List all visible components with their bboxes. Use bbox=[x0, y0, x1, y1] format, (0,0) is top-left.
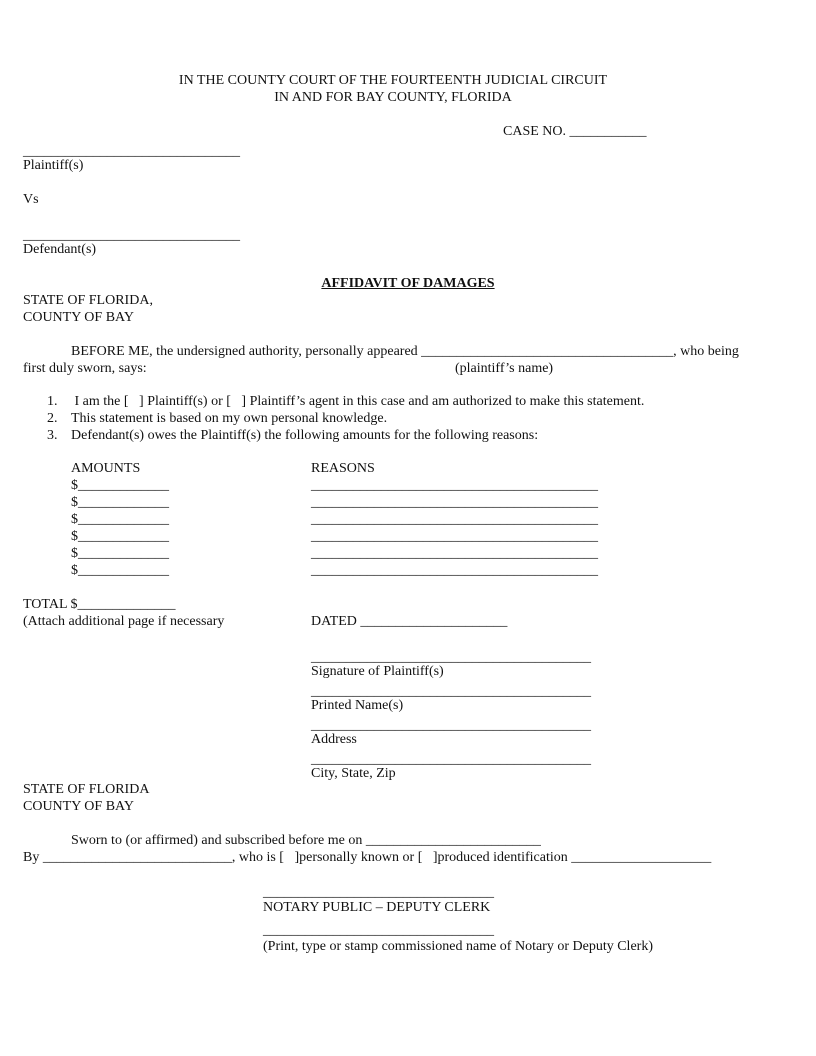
notary-venue-state: STATE OF FLORIDA bbox=[23, 782, 150, 797]
venue-county: COUNTY OF BAY bbox=[23, 310, 134, 325]
reason-field[interactable]: _________________________________________ bbox=[311, 546, 598, 561]
reason-field[interactable]: _________________________________________ bbox=[311, 512, 598, 527]
plaintiff-name-hint: (plaintiff’s name) bbox=[455, 361, 554, 376]
defendant-name-line[interactable]: _______________________________ bbox=[23, 228, 240, 243]
amounts-header: AMOUNTS bbox=[71, 461, 141, 476]
intro-line2: first duly sworn, says: bbox=[23, 361, 147, 376]
statement-text: This statement is based on my own personal knowledge. bbox=[71, 411, 388, 426]
document-title: AFFIDAVIT OF DAMAGES bbox=[321, 276, 495, 291]
reason-field[interactable]: _________________________________________ bbox=[311, 478, 598, 493]
venue-state: STATE OF FLORIDA, bbox=[23, 293, 153, 308]
intro-line1[interactable]: BEFORE ME, the undersigned authority, personally appeared ____________________________________, who being bbox=[71, 344, 739, 359]
statement-number: 1. bbox=[47, 394, 58, 409]
address-line[interactable]: ________________________________________ bbox=[311, 718, 591, 733]
notary-name-line[interactable]: _________________________________ bbox=[263, 923, 494, 938]
statement-number: 3. bbox=[47, 428, 58, 443]
statement-number: 2. bbox=[47, 411, 58, 426]
court-heading-line2: IN AND FOR BAY COUNTY, FLORIDA bbox=[274, 90, 512, 105]
printed-name-label: Printed Name(s) bbox=[311, 698, 404, 713]
statement-text[interactable]: I am the [ ] Plaintiff(s) or [ ] Plaintiff’s agent in this case and am authorized to make this statement. bbox=[71, 394, 645, 409]
plaintiff-label: Plaintiff(s) bbox=[23, 158, 84, 173]
amount-field[interactable]: $_____________ bbox=[71, 495, 169, 510]
city-state-zip-label: City, State, Zip bbox=[311, 766, 396, 781]
notary-title: NOTARY PUBLIC – DEPUTY CLERK bbox=[263, 900, 491, 915]
case-number-field[interactable]: CASE NO. ___________ bbox=[503, 124, 647, 139]
signature-line[interactable]: ________________________________________ bbox=[311, 650, 591, 665]
dated-field[interactable]: DATED _____________________ bbox=[311, 614, 508, 629]
plaintiff-name-line[interactable]: _______________________________ bbox=[23, 144, 240, 159]
court-heading-line1: IN THE COUNTY COURT OF THE FOURTEENTH JUDICIAL CIRCUIT bbox=[178, 73, 608, 88]
signature-label: Signature of Plaintiff(s) bbox=[311, 664, 444, 679]
notary-venue-county: COUNTY OF BAY bbox=[23, 799, 134, 814]
amount-field[interactable]: $_____________ bbox=[71, 546, 169, 561]
notary-print-note: (Print, type or stamp commissioned name of Notary or Deputy Clerk) bbox=[263, 939, 653, 954]
amount-field[interactable]: $_____________ bbox=[71, 478, 169, 493]
jurat-line2[interactable]: By ___________________________, who is [ ]personally known or [ ]produced identification ____________________ bbox=[23, 850, 712, 865]
notary-signature-line[interactable]: _________________________________ bbox=[263, 885, 494, 900]
reason-field[interactable]: _________________________________________ bbox=[311, 529, 598, 544]
attach-note: (Attach additional page if necessary bbox=[23, 614, 225, 629]
reason-field[interactable]: _________________________________________ bbox=[311, 495, 598, 510]
statement-text: Defendant(s) owes the Plaintiff(s) the following amounts for the following reasons: bbox=[71, 428, 539, 443]
versus-label: Vs bbox=[23, 192, 39, 207]
address-label: Address bbox=[311, 732, 357, 747]
printed-name-line[interactable]: ________________________________________ bbox=[311, 684, 591, 699]
defendant-label: Defendant(s) bbox=[23, 242, 97, 257]
city-state-zip-line[interactable]: ________________________________________ bbox=[311, 752, 591, 767]
jurat-line1[interactable]: Sworn to (or affirmed) and subscribed before me on _________________________ bbox=[71, 833, 541, 848]
reasons-header: REASONS bbox=[311, 461, 375, 476]
amount-field[interactable]: $_____________ bbox=[71, 529, 169, 544]
reason-field[interactable]: _________________________________________ bbox=[311, 563, 598, 578]
amount-field[interactable]: $_____________ bbox=[71, 563, 169, 578]
total-field[interactable]: TOTAL $______________ bbox=[23, 597, 176, 612]
amount-field[interactable]: $_____________ bbox=[71, 512, 169, 527]
